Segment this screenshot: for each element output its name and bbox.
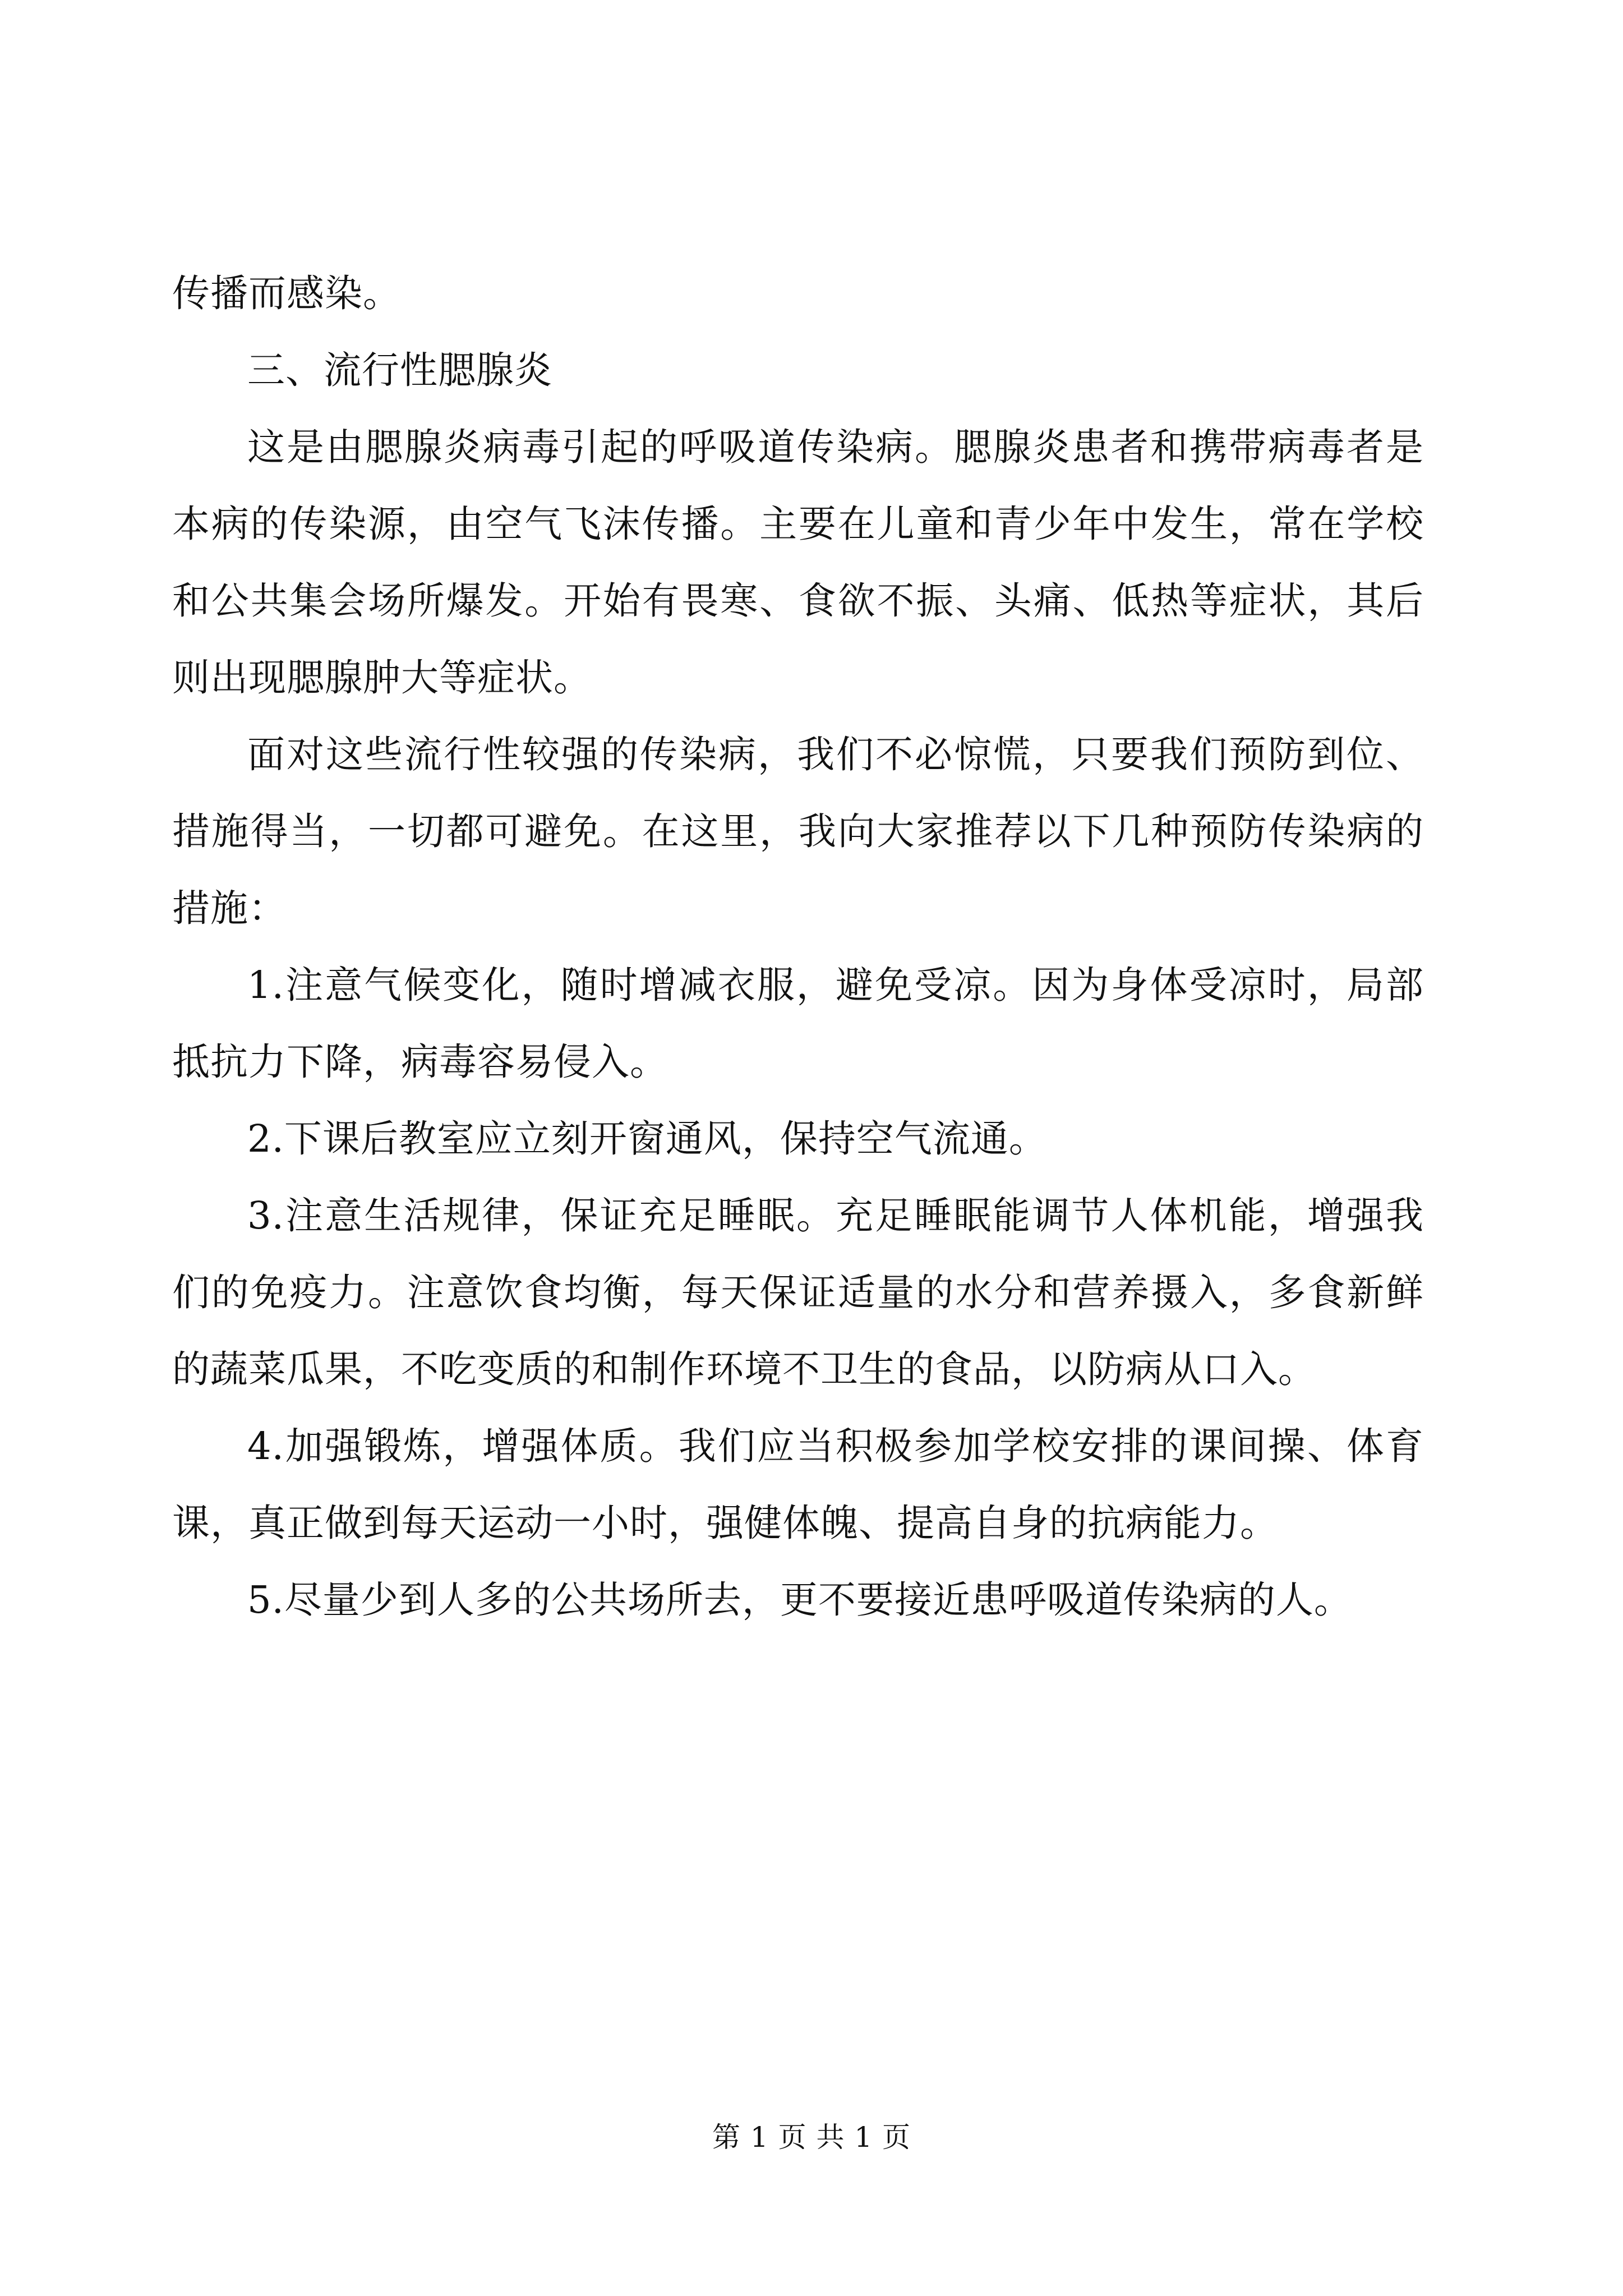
page-footer — [0, 2118, 1623, 2157]
page-number-label: 第 1 页 共 1 页 — [712, 2121, 911, 2154]
list-item-4: 4.加强锻炼，增强体质。我们应当积极参加学校安排的课间操、体育课，真正做到每天运动一小时，强健体魄、提高自身的抗病能力。 — [172, 1424, 1424, 1545]
list-item-3: 3.注意生活规律，保证充足睡眠。充足睡眠能调节人体机能，增强我们的免疫力。注意饮食均衡，每天保证适量的水分和营养摄入，多食新鲜的蔬菜瓜果，不吃变质的和制作环境不卫生的食品，以防病从口入。 — [172, 1194, 1424, 1391]
list-item-1: 1.注意气候变化，随时增减衣服，避免受凉。因为身体受凉时，局部抵抗力下降，病毒容易侵入。 — [172, 963, 1424, 1084]
document-body — [172, 255, 1424, 1639]
paragraph-mumps-description: 这是由腮腺炎病毒引起的呼吸道传染病。腮腺炎患者和携带病毒者是本病的传染源，由空气飞沫传播。主要在儿童和青少年中发生，常在学校和公共集会场所爆发。开始有畏寒、食欲不振、头痛、低热等症状，其后则出现腮腺肿大等症状。 — [172, 425, 1424, 700]
list-item-5: 5.尽量少到人多的公共场所去，更不要接近患呼吸道传染病的人。 — [247, 1578, 1352, 1622]
section-heading-mumps: 三、流行性腮腺炎 — [247, 348, 552, 392]
paragraph-prevention-intro: 面对这些流行性较强的传染病，我们不必惊慌，只要我们预防到位、措施得当，一切都可避免。在这里，我向大家推荐以下几种预防传染病的措施： — [172, 733, 1424, 930]
paragraph-continuation: 传播而感染。 — [172, 272, 401, 315]
list-item-2: 2.下课后教室应立刻开窗通风，保持空气流通。 — [247, 1117, 1047, 1161]
